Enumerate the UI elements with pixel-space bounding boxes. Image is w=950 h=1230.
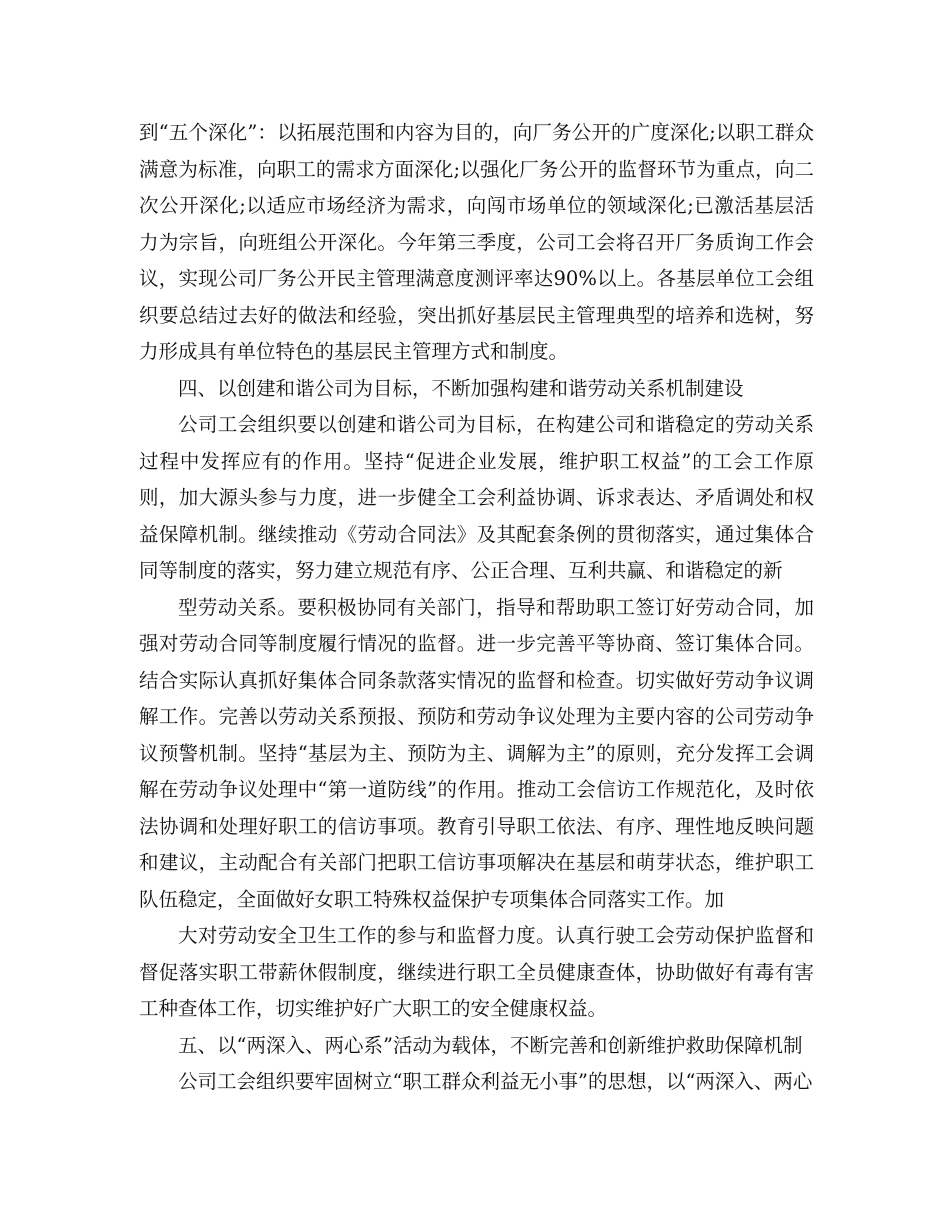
paragraph-worker-interests: 公司工会组织要牢固树立“职工群众利益无小事”的思想，以“两深入、两心: [178, 1070, 813, 1093]
document-body: [139, 115, 814, 1101]
section-heading-five: 五、以“两深入、两心系”活动为载体，不断完善和创新维护救助保障机制: [178, 1033, 803, 1057]
section-heading-four: 四、以创建和谐公司为目标，不断加强构建和谐劳动关系机制建设: [178, 376, 744, 400]
paragraph-labor-contracts: 型劳动关系。要积极协同有关部门，指导和帮助职工签订好劳动合同，加强对劳动合同等制度履行情况的监督。进一步完善平等协商、签订集体合同。结合实际认真抓好集体合同条款落实情况的监督和检查。切实做好劳动争议调解工作。完善以劳动关系预报、预防和劳动争议处理为主要内容的公司劳动争议预警机制。坚持“基层为主、预防为主、调解为主”的原则，充分发挥工会调解在劳动争议处理中“第一道防线”的作用。推动工会信访工作规范化，及时依法协调和处理好职工的信访事项。教育引导职工依法、有序、理性地反映问题和建议，主动配合有关部门把职工信访事项解决在基层和萌芽状态，维护职工队伍稳定，全面做好女职工特殊权益保护专项集体合同落实工作。加: [139, 595, 814, 911]
paragraph-continuation: 到“五个深化”：以拓展范围和内容为目的，向厂务公开的广度深化;以职工群众满意为标准，向职工的需求方面深化;以强化厂务公开的监督环节为重点，向二次公开深化;以适应市场经济为需求，向闯市场单位的领域深化;已激活基层活力为宗旨，向班组公开深化。今年第三季度，公司工会将召开厂务质询工作会议，实现公司厂务公开民主管理满意度测评率达90%以上。各基层单位工会组织要总结过去好的做法和经验，突出抓好基层民主管理典型的培养和选树，努力形成具有单位特色的基层民主管理方式和制度。: [139, 121, 814, 363]
paragraph-safety-health: 大对劳动安全卫生工作的参与和监督力度。认真行驶工会劳动保护监督和督促落实职工带薪休假制度，继续进行职工全员健康查体，协助做好有毒有害工种查体工作，切实维护好广大职工的安全健康权益。: [139, 924, 814, 1020]
paragraph-labor-relations: 公司工会组织要以创建和谐公司为目标，在构建公司和谐稳定的劳动关系过程中发挥应有的作用。坚持“促进企业发展，维护职工权益”的工会工作原则，加大源头参与力度，进一步健全工会利益协调、诉求表达、矛盾调处和权益保障机制。继续推动《劳动合同法》及其配套条例的贯彻落实，通过集体合同等制度的落实，努力建立规范有序、公正合理、互利共赢、和谐稳定的新: [139, 413, 814, 582]
